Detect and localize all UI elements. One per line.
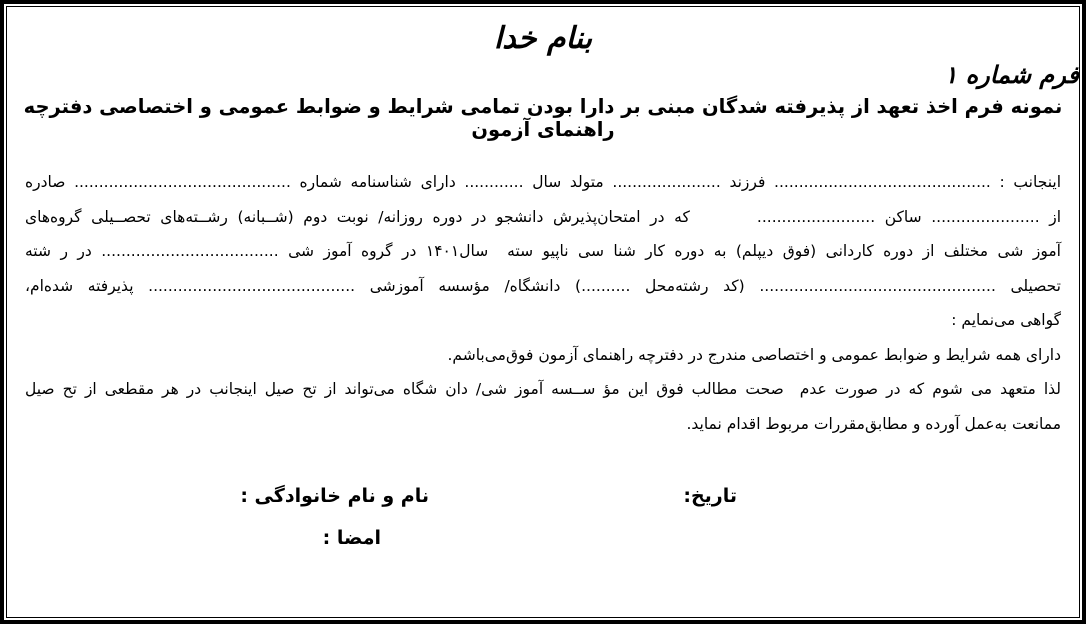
body-line-7: لذا متعهد می شوم که در صورت عدم صحت مطالب فوق این مؤ ســسه آموز شی/ دان شگاه می‌تواند از تح صیل اینجانب در هر مقطعی از تح صیل [25,380,1061,398]
body-paragraph [25,165,1061,441]
body-line-3: آموز شی مختلف از دوره کاردانی (فوق دیپلم) به دوره کار شنا سی ناپیو سته سال۱۴۰۱ در گروه آموز شی .................................... در ر شته [25,242,1061,260]
body-line-2: از ...................... ساکن ........................ که در امتحان‌پذیرش دانشجو در دوره روزانه/ نوبت دوم (شــبانه) رشــته‌های تحصــیلی گروه‌های [25,207,1061,226]
form-page [6,6,1080,618]
form-number-label: فرم شماره ۱ [944,61,1079,89]
body-line-1: اینجانب : ............................................ فرزند ...................... متولد سال ............ دارای شناسنامه شماره ............................................ صادره [25,173,1061,191]
certify-line: گواهی می‌نمایم : [951,311,1061,329]
signature-label: امضا : [322,527,381,549]
footer [7,485,1079,585]
bismillah-calligraphy: بنام خدا [493,21,593,56]
body-line-6: دارای همه شرایط و ضوابط عمومی و اختصاصی مندرج در دفترچه راهنمای آزمون فوق‌می‌باشم. [447,345,1061,364]
body-line-8: ممانعت به‌عمل آورده و مطابق‌مقررات مربوط اقدام نماید. [686,414,1061,433]
body-line-4: تحصیلی ................................................ (کد رشته‌محل ..........) دانشگاه/ مؤسسه آموزشی .......................................... پذیرفته شده‌ام، [25,276,1061,295]
name-label: نام و نام خانوادگی : [240,485,429,507]
date-label: تاریخ: [683,485,737,507]
form-title: نمونه فرم اخذ تعهد از پذیرفته شدگان مبنی بر دارا بودن تمامی شرایط و ضوابط عمومی و اختصاصی دفترچه راهنمای آزمون [23,95,1063,141]
